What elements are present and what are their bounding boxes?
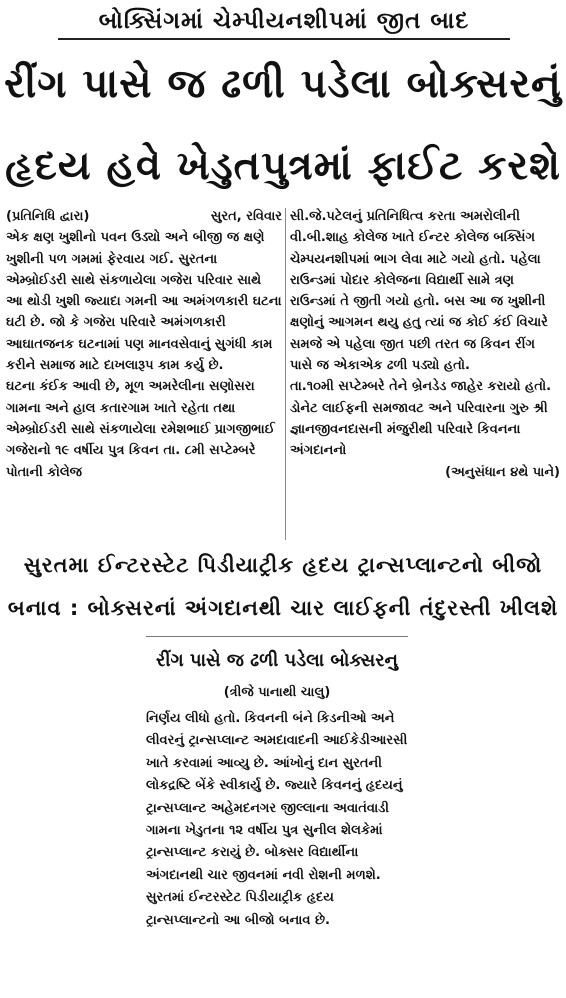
- headline-line-1: રીંગ પાસે જ ઢળી પડેલા બોક્સરનું: [4, 61, 562, 107]
- article-paragraph: તા.૧૦મી સપ્ટેમ્બરે તેને બ્રેનડેડ જાહેર કરાયો હતો. ડોનેટ લાઈફની સમજાવટ અને પરિવારના ગુરુ શ્રી જ્ઞાનજીવનદાસની મંજુરીથી પરિવારે કિવનના અંગદાનનો: [290, 379, 552, 459]
- jump-continued-from: (ત્રીજે પાનાથી ચાલુ): [223, 685, 331, 700]
- dateline: [6, 206, 282, 227]
- kicker-headline: બોક્સિંગમાં ચેમ્પીયનશીપમાં જીત બાદ: [58, 4, 510, 40]
- dateline-place: સુરત, રવિવાર: [210, 209, 282, 224]
- article-paragraph: એક ક્ષણ ખુશીનો પવન ઉડ્યો અને બીજી જ ક્ષણે ખુશીની પળ ગમમાં ફેરવાય ગઈ. સુરતના એમ્બ્રોઈડરી સાથે સંકળાયેલા ગજેરા પરિવાર સાથે આ થોડી ખુશી જ્યાદા ગમની આ અમંગળકારી ઘટના ઘટી છે. જો કે ગજેરા પરિવારે અમંગળકારી આઘાતજનક ઘટનામાં પણ માનવસેવાનું સુગંધી કામ કરીને સમાજ માટે દાખલારૂપ કામ કર્યુ છે.: [6, 230, 282, 374]
- article-paragraph: સી.જે.પટેલનું પ્રતિનિધિત્વ કરતા અમરોલીની વી.બી.શાહ કોલેજ ખાતે ઈન્ટર કોલેજ બક્સિંગ ચેમ્પયનશીપમાં ભાગ લેવા માટે ગયો હતો. પહેલા રાઉન્ડમાં પોદાર કોલેજના વિદ્યાર્થી સામે ત્રણ રાઉન્ડમાં તે જીતી ગયો હતો. બસ આ જ ખુશીની ક્ષણોનું આગમન થયુ હતુ ત્યાં જ કોઈ કંઈ વિચારે સમજે એ પહેલા જીત પછી તરત જ કિવન રીંગ પાસે જ એકાએક ઢળી પડ્યો હતો.: [290, 209, 548, 374]
- subheadline-line-2: બનાવ : બોક્સરનાં અંગદાનથી ચાર લાઈફની તંદુરસ્તી ખીલશે: [7, 596, 559, 620]
- section-divider: [146, 636, 408, 637]
- column-divider: [285, 208, 286, 540]
- subheadline-line-1: સુરતમા ઈન્ટરસ્ટેટ પિડીયાટ્રીક હૃદય ટ્રાન્સપ્લાન્ટનો બીજો: [23, 553, 543, 577]
- headline-line-2: હૃદય હવે ખેડુતપુત્રમાં ફાઈટ કરશે: [5, 143, 561, 189]
- article-paragraph: ઘટના કંઈક આવી છે, મૂળ અમરેલીના સણોસરા ગામના અને હાલ કતારગામ ખાતે રહેતા તથા એમ્બ્રોઈડરી સાથે સંકળાયેલા રમેશભાઈ પ્રાગજીભાઈ ગજેરાનો ૧૯ વર્ષીય પુત્ર કિવન તા. ૮મી સપ્ટેમ્બરે પોતાની કોલેજ: [6, 379, 275, 480]
- article-column-left: [6, 206, 282, 483]
- dateline-source: (પ્રતિનિધિ દ્વારા): [6, 209, 90, 224]
- article-column-right: [290, 206, 560, 483]
- jump-paragraph: નિર્ણય લીધો હતો. કિવનની બંને કિડનીઓ અને લીવરનું ટ્રાન્સપ્લાન્ટ અમદાવાદની આઈકેડીઆરસી ખાતે કરવામાં આવ્યુ છે. આંખોનું દાન સુરતની લોકદ્રષ્ટિ બેંકે સ્વીકાર્યુ છે. જ્યારે કિવનનું હૃદયનું ટ્રાન્સપ્લાન્ટ અહેમદનગર જીલ્લાના અવાતંવાડી ગામના ખેડુતના ૧૨ વર્ષીય પુત્ર સુનીલ શેલકેમાં ટ્રાન્સપ્લાન્ટ કરાયું છે. બોક્સર વિદ્યાર્થીના અંગદાનથી ચાર જીવનમાં નવી રોશની મળશે. સુરતમાં ઈન્ટરસ્ટેટ પિડીયાટ્રીક હૃદય ટ્રાન્સપ્લાન્ટનો આ બીજો બનાવ છે.: [146, 711, 408, 928]
- jump-column: [146, 708, 408, 932]
- jump-title: રીંગ પાસે જ ઢળી પડેલા બોક્સરનુ: [156, 650, 398, 671]
- continued-note: (અનુસંધાન ૪થે પાને): [445, 464, 560, 480]
